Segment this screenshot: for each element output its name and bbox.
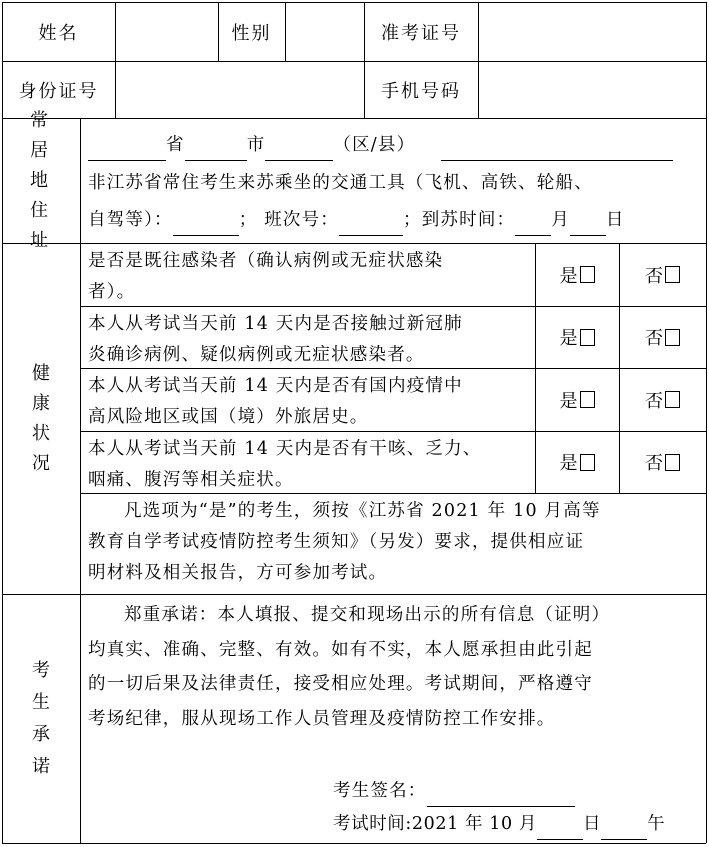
yes-label: 是 <box>559 390 578 412</box>
residence-line1 <box>88 130 673 161</box>
pledge-label-cell <box>2 594 80 843</box>
day-label: 日 <box>583 814 602 834</box>
address-blank[interactable] <box>441 140 673 161</box>
question-text: 本人从考试当天前 14 天内是否接触过新冠肺 <box>88 314 463 334</box>
question-text: 者）。 <box>88 282 136 302</box>
pledge-line: 均真实、准确、完整、有效。如有不实，本人愿承担由此引起 <box>88 639 593 660</box>
border-right <box>706 2 707 843</box>
question-text: 炎确诊病例、疑似病例或无症状感染者。 <box>88 345 425 365</box>
checkbox-icon <box>665 391 680 408</box>
no-label: 否 <box>645 265 663 287</box>
city-label: 市 <box>246 135 266 155</box>
pledge-text <box>88 598 610 736</box>
district-label: （区/县） <box>333 135 416 155</box>
checkbox-icon <box>665 454 680 471</box>
health-question-2 <box>88 309 463 371</box>
city-blank[interactable] <box>185 140 247 161</box>
gender-field[interactable] <box>285 2 364 61</box>
signature-blank[interactable] <box>427 786 575 807</box>
yes-label: 是 <box>559 328 578 349</box>
transport-label: 自驾等）： <box>88 210 173 230</box>
question-text: 本人从考试当天前 14 天内是否有国内疫情中 <box>88 376 463 396</box>
yes-checkbox[interactable] <box>535 368 619 431</box>
exam-day-blank[interactable] <box>537 819 583 840</box>
phone-field[interactable] <box>478 61 706 118</box>
no-label: 否 <box>645 328 663 349</box>
note-line: 凡选项为“是”的考生，须按《江苏省 2021 年 10 月高等 <box>124 501 601 521</box>
id-number-field[interactable] <box>115 61 364 118</box>
province-blank[interactable] <box>88 140 166 161</box>
note-line: 教育自学考试疫情防控考生须知》（另发）要求，提供相应证 <box>88 532 585 552</box>
row-line <box>2 594 706 595</box>
checkbox-icon <box>665 266 680 283</box>
row-line <box>2 118 706 119</box>
health-note <box>88 496 601 589</box>
name-field[interactable] <box>115 2 218 61</box>
question-text: 本人从考试当天前 14 天内是否有干咳、乏力、 <box>88 439 482 459</box>
no-checkbox[interactable] <box>619 306 706 368</box>
pledge-line: 考场纪律，服从现场工作人员管理及疫情防控工作安排。 <box>88 708 556 729</box>
note-line: 明材料及相关报告，方可参加考试。 <box>88 563 388 583</box>
pledge-line: 的一切后果及法律责任，接受相应处理。考试期间，严格遵守 <box>88 674 593 694</box>
question-text: 咽痛、腹泻等相关症状。 <box>88 470 294 490</box>
district-blank[interactable] <box>265 140 333 161</box>
month-label: 月 <box>551 210 570 230</box>
flight-number-label: ； 班次号： <box>238 210 340 230</box>
signature-label: 考生签名： <box>333 781 427 801</box>
phone-label: 手机号码 <box>381 80 461 102</box>
yes-checkbox[interactable] <box>535 431 619 493</box>
arrival-month-blank[interactable] <box>515 215 551 236</box>
residence-label: 常居地住址 <box>30 109 52 251</box>
day-label: 日 <box>605 210 625 230</box>
question-text: 高风险地区或国（境）外旅居史。 <box>88 407 369 427</box>
admission-number-label: 准考证号 <box>381 22 461 44</box>
name-label: 姓名 <box>38 22 79 44</box>
no-label: 否 <box>645 390 663 412</box>
exam-noon-blank[interactable] <box>601 819 647 840</box>
province-label: 省 <box>166 135 185 155</box>
health-label-cell <box>2 243 80 594</box>
col-line <box>80 118 81 843</box>
gender-label: 性别 <box>231 22 272 44</box>
checkbox-icon <box>665 329 680 346</box>
signature-row <box>333 776 575 807</box>
border-bottom <box>2 843 706 844</box>
checkbox-icon <box>580 454 595 471</box>
yes-label: 是 <box>559 453 578 474</box>
admission-number-field[interactable] <box>478 2 706 61</box>
no-checkbox[interactable] <box>619 431 706 493</box>
yes-checkbox[interactable] <box>535 306 619 368</box>
checkbox-icon <box>580 329 595 346</box>
no-label: 否 <box>645 453 663 474</box>
health-question-4 <box>88 434 482 496</box>
yes-checkbox[interactable] <box>535 243 619 306</box>
arrival-time-label: ；到苏时间： <box>403 210 516 230</box>
no-checkbox[interactable] <box>619 368 706 431</box>
transport-blank[interactable] <box>173 215 239 236</box>
checkbox-icon <box>580 266 595 283</box>
exam-time-label: 考试时间:2021 年 10 月 <box>333 814 537 834</box>
question-text: 是否是既往感染者（确认病例或无症状感染 <box>88 251 444 271</box>
health-label: 健康状况 <box>32 362 50 474</box>
exam-time-row <box>333 809 665 840</box>
health-question-3 <box>88 371 463 433</box>
residence-line3 <box>88 205 625 236</box>
noon-label: 午 <box>647 814 666 834</box>
pledge-line: 郑重承诺：本人填报、提交和现场出示的所有信息（证明） <box>124 605 611 625</box>
checkbox-icon <box>580 391 595 408</box>
residence-line2: 非江苏省常住考生来苏乘坐的交通工具（飞机、高铁、轮船、 <box>88 173 593 193</box>
id-number-label: 身份证号 <box>18 80 99 102</box>
flight-number-blank[interactable] <box>339 215 403 236</box>
pledge-label: 考生承诺 <box>32 659 50 777</box>
yes-label: 是 <box>559 265 578 287</box>
health-question-1 <box>88 246 443 308</box>
arrival-day-blank[interactable] <box>570 215 606 236</box>
no-checkbox[interactable] <box>619 243 706 306</box>
